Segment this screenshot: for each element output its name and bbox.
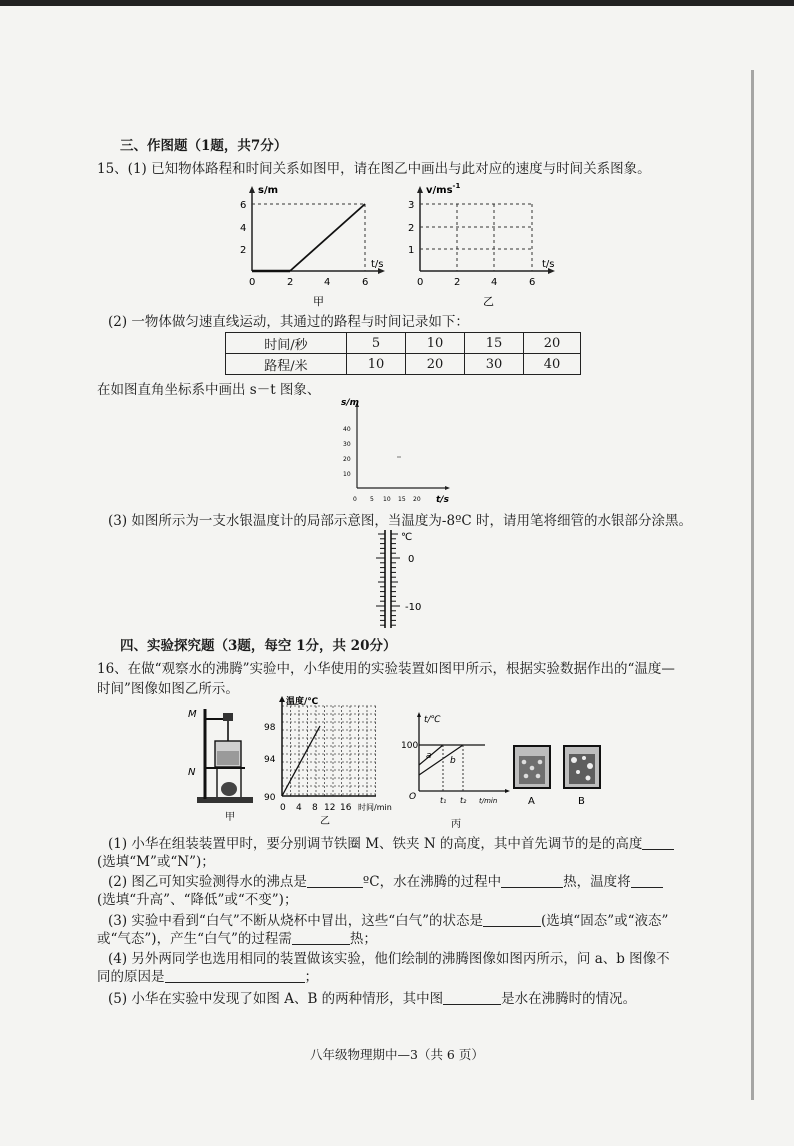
section-4-heading: 四、实验探究题（3题，每空 1分，共 20分） (120, 638, 397, 654)
x-axis-label: t/s (371, 259, 384, 270)
label-a: a (426, 751, 432, 761)
y-tick: 20 (343, 456, 351, 463)
x-tick: 8 (312, 803, 318, 813)
boiling-curves-graph (393, 705, 513, 830)
q16-text-line1: 16、在做“观察水的沸腾”实验中，小华使用的实验装置如图甲所示，根据实验数据作出的“温度— (97, 661, 675, 677)
q16-p4-line2 (97, 968, 318, 986)
table-row (226, 354, 581, 375)
x-tick: 0 (249, 277, 256, 288)
answer-blank[interactable] (307, 873, 363, 888)
x-axis-label: 时间/min (358, 803, 392, 812)
y-tick: 6 (240, 200, 247, 211)
table-cell: 40 (524, 354, 581, 375)
y-tick: 98 (264, 723, 276, 733)
q16-p4-line1: (4) 另外两同学也选用相同的装置做该实验，他们绘制的沸腾图像如图丙所示，问 a、b 图像不 (108, 951, 670, 967)
page-footer: 八年级物理期中—3（共 6 页） (310, 1047, 484, 1062)
answer-blank[interactable] (292, 930, 350, 945)
label-t1: t₁ (440, 796, 447, 805)
label-b: b (450, 756, 456, 766)
q16-p4-text-2: ； (304, 969, 318, 985)
table-cell: 10 (347, 354, 406, 375)
clamp-M (223, 713, 233, 721)
q16-p2-text-2: ºC，水在沸腾的过程中 (362, 874, 502, 890)
y-axis-label: t/℃ (424, 715, 441, 725)
q16-p3-line1 (108, 912, 668, 930)
beaker-A-label: A (528, 796, 535, 807)
section-3-heading: 三、作图题（1题，共7分） (120, 138, 288, 154)
x-axis-label: t/s (542, 259, 555, 270)
table-cell: 30 (465, 354, 524, 375)
graph-caption: 乙 (483, 295, 494, 308)
y-axis-label: 温度/℃ (286, 697, 319, 707)
origin-label: O (409, 792, 417, 802)
x-tick: 4 (491, 277, 498, 288)
x-tick: 5 (370, 496, 374, 503)
y-axis-label: s/m (258, 185, 279, 196)
x-tick: 6 (362, 277, 369, 288)
beaker-A (514, 746, 550, 788)
beakers-A-B (510, 740, 610, 810)
x-axis-label: t/min (479, 797, 498, 805)
x-tick: 16 (340, 803, 352, 813)
graph-caption: 甲 (313, 295, 324, 308)
beaker-B-label: B (578, 796, 585, 807)
q16-p3-text-2: (选填“固态”或“液态” (541, 913, 669, 929)
q16-text-line2: 时间”图像如图乙所示。 (97, 681, 239, 697)
table-cell: 时间/秒 (226, 333, 347, 354)
q16-p5-text-1: (5) 小华在实验中发现了如图 A、B 的两种情形，其中图 (108, 991, 444, 1007)
q16-p2-line2: (选填“升高”、“降低”或“不变”)； (97, 892, 298, 908)
temperature-time-graph (258, 692, 403, 827)
x-tick: 2 (287, 277, 294, 288)
table-cell: 路程/米 (226, 354, 347, 375)
y-tick: 2 (240, 245, 247, 256)
q16-p5-line (108, 990, 636, 1008)
answer-blank[interactable] (165, 968, 305, 983)
y-100-label: 100 (401, 741, 419, 751)
y-tick: 30 (343, 441, 351, 448)
y-axis-label: s/m (341, 398, 360, 408)
thermometer-scale (376, 534, 400, 625)
label-t2: t₂ (460, 796, 467, 805)
boiling-apparatus (183, 705, 258, 823)
answer-blank[interactable] (443, 990, 501, 1005)
scale-label-minus-10: -10 (405, 602, 422, 613)
figure-caption: 乙 (320, 816, 330, 827)
scan-top-border (0, 0, 794, 6)
x-tick: 12 (324, 803, 336, 813)
x-axis-label: t/s (436, 495, 449, 505)
x-tick: 20 (413, 496, 421, 503)
figure-caption: 甲 (225, 812, 235, 823)
answer-blank[interactable] (501, 873, 563, 888)
q16-p2-text-3: 热，温度将 (563, 874, 631, 890)
graph-jia (228, 183, 388, 308)
label-M: M (188, 709, 197, 720)
answer-blank[interactable] (642, 835, 674, 850)
table-row (226, 333, 581, 354)
y-tick: 3 (408, 200, 415, 211)
y-axis-label: $v/ms^{-1}$ (426, 183, 461, 196)
x-tick: 0 (280, 803, 286, 813)
y-tick: 4 (240, 223, 247, 234)
y-tick: 1 (408, 245, 415, 256)
table-cell: 15 (465, 333, 524, 354)
q15-part2-text: (2) 一物体做匀速直线运动，其通过的路程与时间记录如下： (108, 314, 469, 330)
figure-caption: 丙 (451, 819, 461, 830)
x-tick: 4 (296, 803, 302, 813)
s-t-line-slope (290, 204, 365, 271)
x-tick: 0 (353, 496, 357, 503)
x-tick: 6 (529, 277, 536, 288)
y-tick: 40 (343, 426, 351, 433)
x-tick: 0 (417, 277, 424, 288)
q16-p3-text-3: 或“气态”)，产生“白气”的过程需 (97, 931, 292, 947)
q15-part1-text: 15、(1) 已知物体路程和时间关系如图甲，请在图乙中画出与此对应的速度与时间关系图象。 (97, 161, 651, 177)
graph-yi (398, 183, 563, 308)
x-tick: 4 (324, 277, 331, 288)
y-tick: 10 (343, 471, 351, 478)
table-cell: 20 (524, 333, 581, 354)
scan-right-edge (751, 70, 754, 1100)
beaker-B (564, 746, 600, 788)
q16-p4-text-1: 同的原因是 (97, 969, 165, 985)
table-cell: 20 (406, 354, 465, 375)
x-tick: 2 (454, 277, 461, 288)
q16-p2-text-1: (2) 图乙可知实验测得水的沸点是 (108, 874, 307, 890)
heating-curve (282, 726, 320, 796)
grid (282, 706, 376, 796)
y-tick: 90 (264, 793, 276, 803)
q15-part3-text: (3) 如图所示为一支水银温度计的局部示意图，当温度为-8ºC 时，请用笔将细管的水银部分涂黑。 (108, 513, 693, 529)
q16-p3-line2 (97, 930, 377, 948)
q16-p1-text: (1) 小华在组装装置甲时，要分别调节铁圈 M、铁夹 N 的高度，其中首先调节的是的高度 (108, 836, 643, 852)
answer-blank[interactable] (631, 873, 663, 888)
table-cell: 10 (406, 333, 465, 354)
x-tick: 10 (383, 496, 391, 503)
thermometer (368, 528, 428, 630)
answer-blank[interactable] (483, 912, 541, 927)
q16-p3-text-4: 热； (349, 931, 377, 947)
q16-p1-line1 (108, 835, 674, 853)
y-tick: 2 (408, 223, 415, 234)
x-tick: 15 (398, 496, 406, 503)
label-N: N (188, 767, 196, 778)
table-cell: 5 (347, 333, 406, 354)
grid (420, 204, 532, 271)
scale-label-0: 0 (408, 554, 415, 565)
q16-p2-line1 (108, 873, 663, 891)
unit-label: ℃ (401, 532, 413, 543)
alcohol-lamp (221, 782, 237, 796)
time-distance-table (225, 332, 581, 375)
q15-part2-instruction: 在如图直角坐标系中画出 s－t 图象、 (97, 382, 321, 398)
st-coordinate-axes (335, 393, 460, 511)
q16-p3-text-1: (3) 实验中看到“白气”不断从烧杯中冒出，这些“白气”的状态是 (108, 913, 484, 929)
q16-p1-line2: (选填“M”或“N”)； (97, 854, 215, 870)
q16-p5-text-2: 是水在沸腾时的情况。 (501, 991, 637, 1007)
y-tick: 94 (264, 755, 276, 765)
